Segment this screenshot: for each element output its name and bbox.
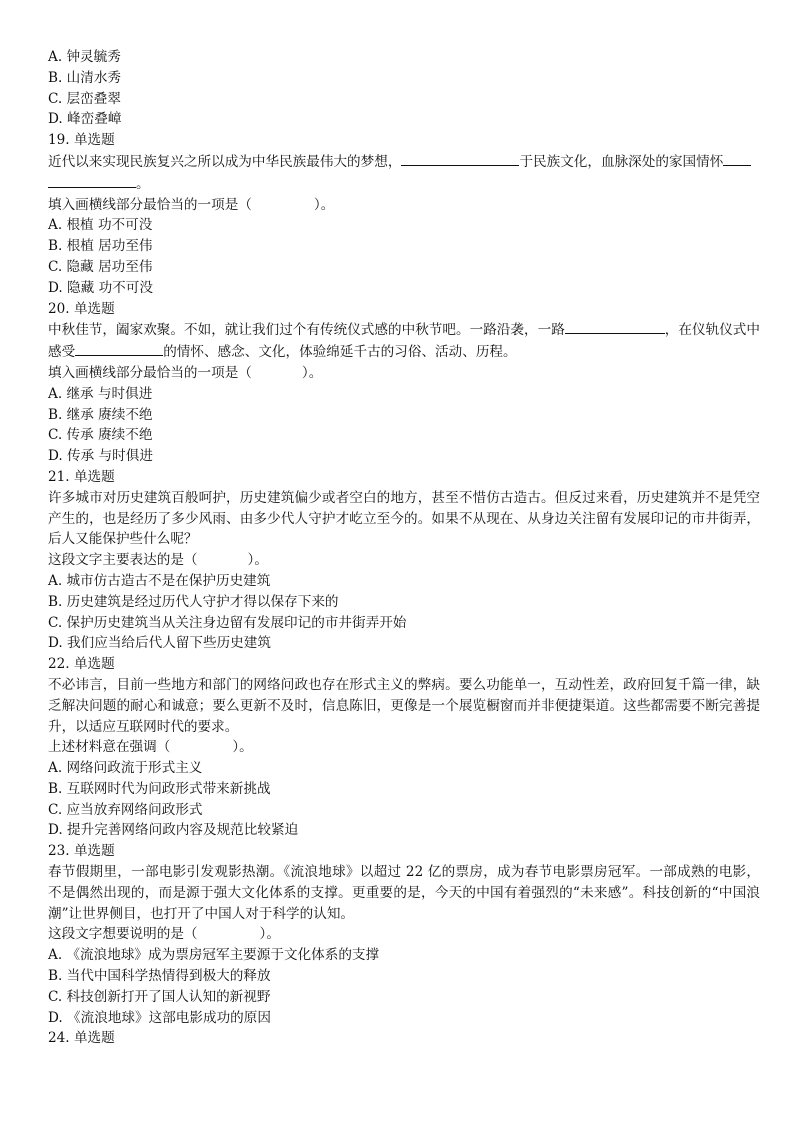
q22-option-a[interactable]: A. 网络问政流于形式主义: [48, 760, 203, 777]
q20-option-b[interactable]: B. 继承 赓续不绝: [48, 406, 153, 423]
q19-stem-end: 。: [136, 175, 150, 192]
q19-prompt-before: 填入画横线部分最恰当的一项是（: [48, 196, 252, 213]
q22-stem: 不必讳言，目前一些地方和部门的网络问政也存在形式主义的弊病。要么功能单一，互动性差，政府回复千篇一律，缺乏解决问题的耐心和诚意；要么更新不及时，信息陈旧，更像是一个展览橱窗而并非便捷渠道。这些都需要不断完善提升，以适应互联网时代的要求。: [48, 676, 760, 735]
q21-option-d[interactable]: D. 我们应当给后代人留下些历史建筑: [48, 635, 271, 652]
q19-stem: [48, 151, 760, 195]
q20-stem: [48, 319, 760, 363]
q20-option-a[interactable]: A. 继承 与时俱进: [48, 385, 153, 402]
q19-header: 19. 单选题: [48, 132, 115, 149]
q22-prompt-before: 上述材料意在强调（: [48, 739, 171, 756]
q20-blank-1: [565, 319, 665, 334]
q23-option-a[interactable]: A. 《流浪地球》成为票房冠军主要源于文化体系的支撑: [48, 947, 380, 964]
q22-header: 22. 单选题: [48, 656, 115, 673]
q21-stem: 许多城市对历史建筑百般呵护，历史建筑偏少或者空白的地方，甚至不惜仿古造古。但反过来看，历史建筑并不是凭空产生的，也是经历了多少风雨、由多少代人守护才屹立至今的。如果不从现在、从身边关注留有发展印记的市井街弄，后人又能保护些什么呢？: [48, 489, 760, 548]
q22-option-b[interactable]: B. 互联网时代为问政形式带来新挑战: [48, 780, 271, 797]
q19-blank-2b: [48, 173, 136, 188]
q20-option-c[interactable]: C. 传承 赓续不绝: [48, 427, 153, 444]
q18-option-c[interactable]: C. 层峦叠翠: [48, 90, 121, 107]
q19-prompt-after: ）。: [313, 196, 335, 213]
exam-page: [48, 47, 760, 1049]
q19-prompt: [48, 195, 760, 216]
q23-prompt-before: 这段文字想要说明的是（: [48, 926, 198, 943]
q21-option-a[interactable]: A. 城市仿古造古不是在保护历史建筑: [48, 572, 271, 589]
q20-option-d[interactable]: D. 传承 与时俱进: [48, 448, 153, 465]
q20-blank-2: [75, 341, 163, 356]
q21-prompt-before: 这段文字主要表达的是（: [48, 552, 198, 569]
q22-prompt-after: ）。: [232, 739, 253, 756]
q23-prompt: [48, 924, 760, 945]
q23-stem: 春节假期里，一部电影引发观影热潮。《流浪地球》以超过 22 亿的票房，成为春节电影票房冠军。一部成熟的电影，不是偶然出现的，而是源于强大文化体系的支撑。更重要的是，今天的中国有着强烈的“未来感”。科技创新的“中国浪潮”让世界侧目，也打开了中国人对于科学的认知。: [48, 864, 760, 922]
q19-option-a[interactable]: A. 根植 功不可没: [48, 217, 153, 234]
q22-option-c[interactable]: C. 应当放弃网络问政形式: [48, 801, 203, 818]
q23-option-b[interactable]: B. 当代中国科学热情得到极大的释放: [48, 968, 271, 985]
q22-option-d[interactable]: D. 提升完善网络问政内容及规范比较紧迫: [48, 822, 299, 839]
q20-prompt: [48, 363, 760, 384]
q18-option-b[interactable]: B. 山清水秀: [48, 69, 122, 86]
q19-blank-1: [401, 151, 519, 166]
q22-prompt: [48, 737, 760, 758]
q20-prompt-before: 填入画横线部分最恰当的一项是（: [48, 364, 252, 381]
q20-prompt-after: ）。: [301, 364, 323, 381]
q19-option-d[interactable]: D. 隐藏 功不可没: [48, 279, 153, 296]
q21-header: 21. 单选题: [48, 468, 115, 485]
q21-prompt: [48, 550, 760, 571]
q21-option-c[interactable]: C. 保护历史建筑当从关注身边留有发展印记的市井街弄开始: [48, 614, 407, 631]
q20-stem-part1: 中秋佳节，阖家欢聚。不如，就让我们过个有传统仪式感的中秋节吧。一路沿袭，一路: [48, 322, 565, 339]
q23-option-c[interactable]: C. 科技创新打开了国人认知的新视野: [48, 988, 271, 1005]
q20-stem-part2: ，在仪轨仪式中感受: [48, 322, 760, 361]
q18-option-d[interactable]: D. 峰峦叠嶂: [48, 111, 122, 128]
q19-blank-2a: [723, 151, 751, 166]
q18-option-a[interactable]: A. 钟灵毓秀: [48, 49, 121, 65]
q23-option-d[interactable]: D. 《流浪地球》这部电影成功的原因: [48, 1009, 271, 1026]
q19-option-b[interactable]: B. 根植 居功至伟: [48, 238, 153, 255]
q19-stem-part1: 近代以来实现民族复兴之所以成为中华民族最伟大的梦想，: [48, 153, 402, 170]
q24-header: 24. 单选题: [48, 1030, 115, 1047]
q19-option-c[interactable]: C. 隐藏 居功至伟: [48, 258, 153, 275]
q23-header: 23. 单选题: [48, 843, 115, 860]
q21-option-b[interactable]: B. 历史建筑是经过历代人守护才得以保存下来的: [48, 593, 339, 610]
q23-prompt-after: ）。: [259, 926, 280, 943]
q21-prompt-after: ）。: [247, 552, 268, 569]
q20-stem-part3: 的情怀、感念、文化，体验绵延千古的习俗、活动、历程。: [163, 344, 517, 361]
q19-stem-part2: 于民族文化，血脉深处的家国情怀: [519, 153, 724, 170]
q20-header: 20. 单选题: [48, 300, 115, 317]
